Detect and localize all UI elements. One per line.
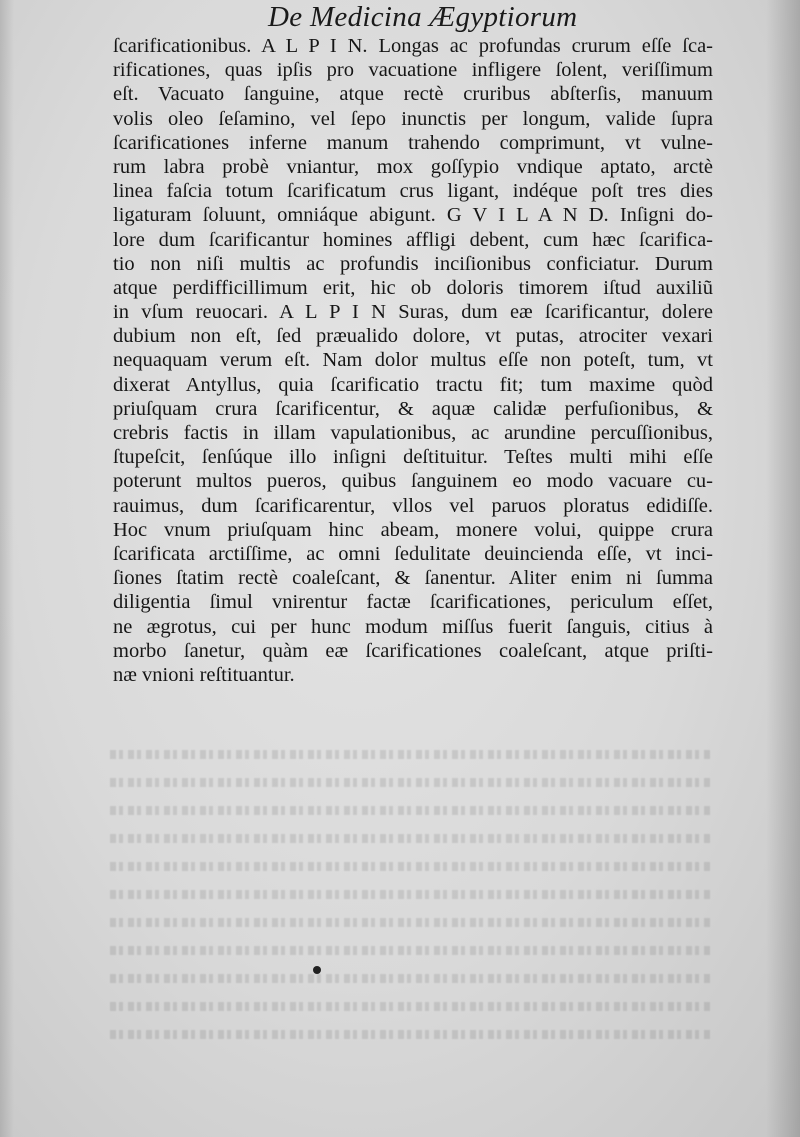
text-line: crebris factis in illam vapulationibus, ac arundine percuſſionibus, — [113, 422, 713, 444]
text-line: volis oleo ſeſamino, vel ſepo inunctis per longum, valide ſupra — [113, 107, 713, 130]
text-line: ſcarificationes inferne manum trahendo comprimunt, vt vulne- — [113, 131, 713, 154]
text-line: morbo ſanetur, quàm eæ ſcarificationes coaleſcant, atque priſti- — [113, 639, 713, 662]
running-head: De Medicina Ægyptiorum — [268, 1, 578, 33]
text-line: rauimus, dum ſcarificarentur, vllos vel paruos ploratus edidiſſe. — [113, 494, 713, 517]
body-text — [113, 34, 713, 687]
text-line: priuſquam crura ſcarificentur, & aquæ calidæ perfuſionibus, & — [113, 397, 713, 420]
text-line: atque perdifficillimum erit, hic ob doloris timorem iſtud auxiliũ — [113, 276, 713, 299]
text-line: linea faſcia totum ſcarificatum crus ligant, indéque poſt tres dies — [113, 180, 713, 203]
text-line: tio non niſi multis ac profundis inciſionibus conficiatur. Durum — [113, 252, 713, 275]
text-line: dixerat Antyllus, quia ſcarificatio tractu fit; tum maxime quòd — [113, 373, 713, 396]
text-line: rificationes, quas ipſis pro vacuatione infligere ſolent, veriſſimum — [113, 59, 713, 82]
text-line: eſt. Vacuato ſanguine, atque rectè cruribus abſterſis, manuum — [113, 83, 713, 106]
text-line: rum labra probè vniantur, mox goſſypio vndique aptato, arctè — [113, 155, 713, 178]
page-edge-shadow — [766, 0, 800, 1137]
text-line: diligentia ſimul vnirentur factæ ſcarificationes, periculum eſſet, — [113, 591, 713, 614]
text-line: ſcarificationibus. A L P I N. Longas ac profundas crurum eſſe ſca- — [113, 35, 713, 57]
text-line: in vſum reuocari. A L P I N Suras, dum eæ ſcarificantur, dolere — [113, 301, 713, 324]
text-line: lore dum ſcarificantur homines affligi debent, cum hæc ſcarifica- — [113, 228, 713, 251]
page-gutter-shadow — [0, 0, 14, 1137]
text-line: dubium non eſt, ſed præualido dolore, vt putas, atrociter vexari — [113, 325, 713, 348]
text-line: ne ægrotus, cui per hunc modum miſſus fuerit ſanguis, citius à — [113, 615, 713, 638]
text-line: Hoc vnum priuſquam hinc abeam, monere volui, quippe crura — [113, 518, 713, 541]
text-line: næ vnioni reſtituantur. — [113, 663, 295, 686]
text-line: ſcarificata arctiſſime, ac omni ſedulitate deuincienda eſſe, vt inci- — [113, 542, 713, 565]
text-line: nequaquam verum eſt. Nam dolor multus eſſe non poteſt, tum, vt — [113, 349, 713, 372]
text-line: poterunt multos pueros, quibus ſanguinem eo modo vacuare cu- — [113, 470, 713, 493]
text-line: ſiones ſtatim rectè coaleſcant, & ſanentur. Aliter enim ni ſumma — [113, 567, 713, 590]
show-through-text — [110, 740, 710, 1050]
text-line: ſtupeſcit, ſenſúque illo inſigni deſtituitur. Teſtes multi mihi eſſe — [113, 446, 713, 469]
ink-speck — [313, 966, 321, 974]
text-line: ligaturam ſoluunt, omniáque abigunt. G V I L A N D. Inſigni do- — [113, 204, 713, 227]
